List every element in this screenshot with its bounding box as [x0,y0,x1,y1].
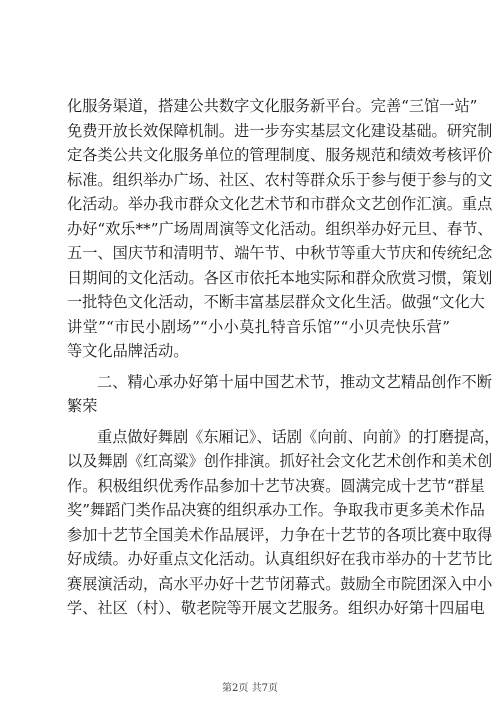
text-line: 免费开放长效保障机制。进一步夯实基层文化建设基础。研究制 [67,121,493,140]
text-line: 定各类公共文化服务单位的管理制度、服务规范和绩效考核评价 [67,146,493,164]
heading-line: 二、精心承办好第十届中国艺术节，推动文艺精品创作不断 [97,372,492,391]
text-line: 重点做好舞剧《东厢记》、话剧《向前、向前》的打磨提高， [97,427,500,446]
text-line: 赛展演活动，高水平办好十艺节闭幕式。鼓励全市院团深入中小 [67,574,493,593]
text-line: 一批特色文化活动，不断丰富基层群众文化生活。做强“文化大 [67,293,485,311]
text-line: 以及舞剧《红高粱》创作排演。抓好社会文化艺术创作和美术创 [67,452,493,470]
text-line: 学、社区（村）、敬老院等开展文艺服务。组织办好第十四届电 [67,599,485,617]
text-line: 讲堂”“市民小剧场”“小小莫扎特音乐馆”“小贝壳快乐营” [67,317,450,336]
document-body [67,94,500,621]
text-line: 五一、国庆节和清明节、端午节、中秋节等重大节庆和传统纪念 [67,244,493,262]
text-line: 办好“欢乐**”广场周周演等文化活动。组织举办好元旦、春节、 [67,219,493,238]
text-line: 作。积极组织优秀作品参加十艺节决赛。圆满完成十艺节“群星 [67,476,485,495]
text-line: 好成绩。办好重点文化活动。认真组织好在我市举办的十艺节比 [67,550,493,568]
text-line: 日期间的文化活动。各区市依托本地实际和群众欣赏习惯，策划 [67,268,493,287]
heading-line: 繁荣 [67,397,98,415]
text-line: 等文化品牌活动。 [67,342,189,360]
text-line: 参加十艺节全国美术作品展评，力争在十艺节的各项比赛中取得 [67,525,493,544]
text-line: 标准。组织举办广场、社区、农村等群众乐于参与便于参与的文 [67,170,493,189]
paragraph-arts-festival [67,425,500,621]
paragraph-cultural-services [67,94,493,364]
text-line: 化服务渠道，搭建公共数字文化服务新平台。完善“三馆一站” [67,97,478,115]
section-heading [67,370,492,395]
section-heading-continued [67,394,450,419]
page-number-footer: 第2页 共7页 [222,683,278,694]
text-line: 奖”舞蹈门类作品决赛的组织承办工作。争取我市更多美术作品 [67,501,485,519]
text-line: 化活动。举办我市群众文化艺术节和市群众文艺创作汇演。重点 [67,195,493,213]
